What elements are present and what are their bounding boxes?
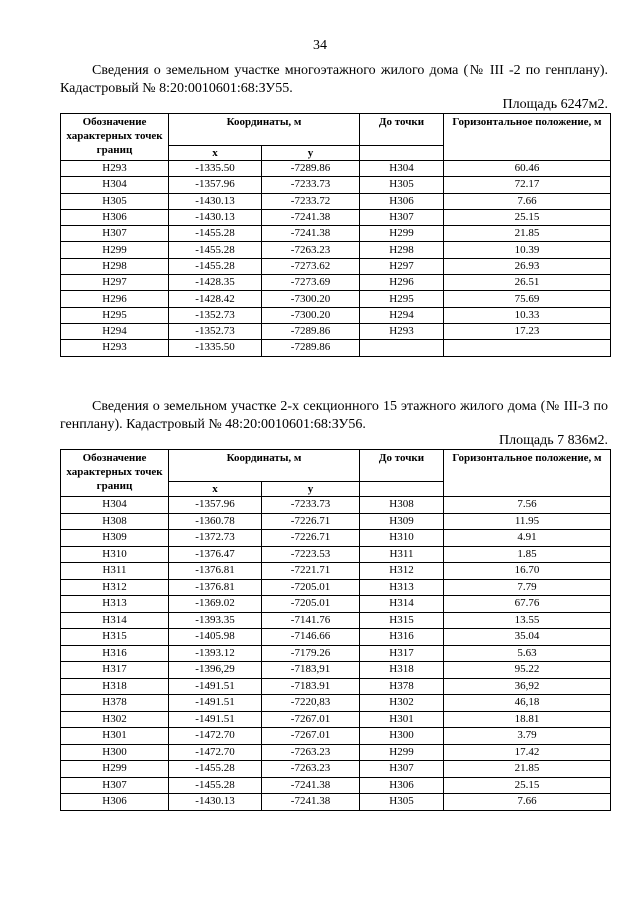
cell-to-point: Н305	[360, 177, 444, 193]
table-row	[61, 497, 611, 514]
cell-distance: 7.79	[444, 579, 611, 596]
cell-coord-y: -7179.26	[262, 645, 360, 662]
cell-coord-x: -1430.13	[169, 193, 262, 209]
cell-coord-y: -7267.01	[262, 711, 360, 728]
cell-to-point: Н304	[360, 161, 444, 177]
cell-coord-y: -7241.38	[262, 794, 360, 811]
cell-coord-y: -7300.20	[262, 307, 360, 323]
cell-coord-y: -7226.71	[262, 530, 360, 547]
cell-to-point: Н378	[360, 678, 444, 695]
cell-to-point: Н316	[360, 629, 444, 646]
cell-coord-x: -1455.28	[169, 777, 262, 794]
cell-distance: 21.85	[444, 761, 611, 778]
cell-point: Н317	[61, 662, 169, 679]
header-coordinates: Координаты, м	[169, 450, 360, 482]
cell-coord-y: -7141.76	[262, 612, 360, 629]
cell-distance: 25.15	[444, 209, 611, 225]
cell-coord-y: -7300.20	[262, 291, 360, 307]
table-row	[61, 226, 611, 242]
cell-to-point: Н306	[360, 193, 444, 209]
cell-to-point: Н311	[360, 546, 444, 563]
cell-coord-y: -7267.01	[262, 728, 360, 745]
cell-coord-y: -7221.71	[262, 563, 360, 580]
section2-area: Площадь 7 836м2.	[499, 433, 608, 448]
table-row	[61, 340, 611, 356]
cell-distance: 67.76	[444, 596, 611, 613]
cell-coord-x: -1357.96	[169, 497, 262, 514]
cell-point: Н310	[61, 546, 169, 563]
cell-to-point: Н308	[360, 497, 444, 514]
cell-point: Н305	[61, 193, 169, 209]
cell-coord-x: -1369.02	[169, 596, 262, 613]
cell-point: Н306	[61, 794, 169, 811]
cell-coord-x: -1428.42	[169, 291, 262, 307]
cell-coord-y: -7241.38	[262, 226, 360, 242]
cell-coord-x: -1455.28	[169, 761, 262, 778]
cell-point: Н318	[61, 678, 169, 695]
cell-point: Н304	[61, 177, 169, 193]
header-x: х	[169, 482, 262, 497]
cell-point: Н300	[61, 744, 169, 761]
cell-distance: 36,92	[444, 678, 611, 695]
cell-point: Н313	[61, 596, 169, 613]
cell-coord-y: -7273.69	[262, 275, 360, 291]
cell-to-point: Н301	[360, 711, 444, 728]
cell-distance: 95.22	[444, 662, 611, 679]
table-row	[61, 695, 611, 712]
cell-distance: 13.55	[444, 612, 611, 629]
cell-coord-y: -7223.53	[262, 546, 360, 563]
cell-coord-y: -7241.38	[262, 209, 360, 225]
section1-description: Сведения о земельном участке многоэтажного жилого дома (№ III -2 по генплану). Кадастровый № 8:20:0010601:68:ЗУ55.	[60, 63, 608, 96]
cell-distance: 1.85	[444, 546, 611, 563]
table-row	[61, 662, 611, 679]
table-row	[61, 177, 611, 193]
cell-distance: 10.33	[444, 307, 611, 323]
cell-coord-x: -1472.70	[169, 744, 262, 761]
cell-to-point: Н312	[360, 563, 444, 580]
table-row	[61, 307, 611, 323]
cell-coord-x: -1393.35	[169, 612, 262, 629]
cell-distance: 17.23	[444, 323, 611, 339]
table-row	[61, 761, 611, 778]
cell-point: Н306	[61, 209, 169, 225]
header-coordinates: Координаты, м	[169, 114, 360, 146]
cell-to-point: Н317	[360, 645, 444, 662]
header-designation: Обозначение характерных точек границ	[61, 114, 169, 161]
header-horizontal: Горизонтальное положение, м	[444, 114, 611, 161]
header-to-point: До точки	[360, 450, 444, 482]
cell-distance: 7.66	[444, 794, 611, 811]
section2-coordinates-table	[60, 449, 611, 811]
table-row	[61, 678, 611, 695]
cell-distance: 11.95	[444, 513, 611, 530]
cell-to-point: Н313	[360, 579, 444, 596]
cell-distance: 17.42	[444, 744, 611, 761]
cell-coord-y: -7205.01	[262, 596, 360, 613]
cell-coord-x: -1357.96	[169, 177, 262, 193]
cell-coord-x: -1405.98	[169, 629, 262, 646]
cell-point: Н312	[61, 579, 169, 596]
table-row	[61, 711, 611, 728]
cell-distance: 26.51	[444, 275, 611, 291]
table-row	[61, 291, 611, 307]
cell-point: Н315	[61, 629, 169, 646]
cell-distance: 75.69	[444, 291, 611, 307]
cell-coord-x: -1376.47	[169, 546, 262, 563]
cell-point: Н309	[61, 530, 169, 547]
cell-coord-x: -1455.28	[169, 226, 262, 242]
table-row	[61, 777, 611, 794]
page-number: 34	[313, 38, 327, 53]
section2-description: Сведения о земельном участке 2-х секционного 15 этажного жилого дома (№ III-3 по генплану). Кадастровый № 48:20:0010601:68:ЗУ56.	[60, 399, 608, 432]
cell-to-point: Н315	[360, 612, 444, 629]
cell-point: Н301	[61, 728, 169, 745]
cell-coord-y: -7233.73	[262, 497, 360, 514]
table-row	[61, 579, 611, 596]
cell-point: Н299	[61, 242, 169, 258]
cell-coord-x: -1376.81	[169, 579, 262, 596]
cell-coord-y: -7263.23	[262, 744, 360, 761]
cell-coord-x: -1396,29	[169, 662, 262, 679]
header-to-point-blank	[360, 482, 444, 497]
cell-point: Н304	[61, 497, 169, 514]
table-row	[61, 242, 611, 258]
cell-coord-x: -1335.50	[169, 161, 262, 177]
cell-point: Н307	[61, 777, 169, 794]
cell-distance: 18.81	[444, 711, 611, 728]
cell-coord-y: -7263.23	[262, 242, 360, 258]
cell-coord-x: -1360.78	[169, 513, 262, 530]
cell-to-point: Н294	[360, 307, 444, 323]
table-row	[61, 546, 611, 563]
cell-distance: 72.17	[444, 177, 611, 193]
cell-point: Н293	[61, 161, 169, 177]
cell-coord-x: -1455.28	[169, 242, 262, 258]
header-y: у	[262, 146, 360, 161]
cell-coord-y: -7233.73	[262, 177, 360, 193]
cell-to-point: Н295	[360, 291, 444, 307]
table-row	[61, 323, 611, 339]
cell-to-point: Н314	[360, 596, 444, 613]
cell-point: Н378	[61, 695, 169, 712]
cell-coord-y: -7183,91	[262, 662, 360, 679]
cell-to-point: Н310	[360, 530, 444, 547]
section1-table-body	[61, 161, 611, 357]
table-row	[61, 596, 611, 613]
header-x: х	[169, 146, 262, 161]
cell-point: Н294	[61, 323, 169, 339]
table-row	[61, 612, 611, 629]
cell-distance: 7.66	[444, 193, 611, 209]
cell-point: Н302	[61, 711, 169, 728]
table-row	[61, 629, 611, 646]
cell-to-point: Н305	[360, 794, 444, 811]
cell-to-point: Н318	[360, 662, 444, 679]
cell-point: Н293	[61, 340, 169, 356]
cell-point: Н296	[61, 291, 169, 307]
table-row	[61, 275, 611, 291]
cell-coord-x: -1376.81	[169, 563, 262, 580]
cell-to-point: Н300	[360, 728, 444, 745]
cell-point: Н308	[61, 513, 169, 530]
header-horizontal: Горизонтальное положение, м	[444, 450, 611, 497]
cell-coord-x: -1430.13	[169, 209, 262, 225]
cell-coord-y: -7289.86	[262, 161, 360, 177]
cell-to-point: Н293	[360, 323, 444, 339]
cell-distance: 16.70	[444, 563, 611, 580]
cell-coord-y: -7233.72	[262, 193, 360, 209]
cell-coord-y: -7146.66	[262, 629, 360, 646]
cell-to-point: Н302	[360, 695, 444, 712]
section1-coordinates-table	[60, 113, 611, 357]
cell-distance: 21.85	[444, 226, 611, 242]
cell-to-point: Н296	[360, 275, 444, 291]
cell-distance: 26.93	[444, 258, 611, 274]
cell-point: Н295	[61, 307, 169, 323]
header-designation: Обозначение характерных точек границ	[61, 450, 169, 497]
table-row	[61, 209, 611, 225]
cell-point: Н311	[61, 563, 169, 580]
cell-distance: 4.91	[444, 530, 611, 547]
cell-coord-x: -1428.35	[169, 275, 262, 291]
cell-point: Н299	[61, 761, 169, 778]
cell-coord-y: -7205.01	[262, 579, 360, 596]
cell-distance: 3.79	[444, 728, 611, 745]
cell-coord-x: -1352.73	[169, 307, 262, 323]
cell-coord-y: -7226.71	[262, 513, 360, 530]
cell-coord-y: -7183.91	[262, 678, 360, 695]
cell-coord-x: -1491.51	[169, 695, 262, 712]
header-to-point-blank	[360, 146, 444, 161]
cell-point: Н316	[61, 645, 169, 662]
cell-coord-x: -1372.73	[169, 530, 262, 547]
cell-distance: 46,18	[444, 695, 611, 712]
table-row	[61, 258, 611, 274]
cell-coord-x: -1352.73	[169, 323, 262, 339]
cell-point: Н307	[61, 226, 169, 242]
cell-distance: 5.63	[444, 645, 611, 662]
header-y: у	[262, 482, 360, 497]
cell-to-point: Н297	[360, 258, 444, 274]
cell-coord-x: -1393.12	[169, 645, 262, 662]
table-row	[61, 794, 611, 811]
cell-to-point: Н299	[360, 226, 444, 242]
cell-coord-x: -1455.28	[169, 258, 262, 274]
cell-to-point: Н306	[360, 777, 444, 794]
table-row	[61, 161, 611, 177]
header-to-point: До точки	[360, 114, 444, 146]
cell-point: Н314	[61, 612, 169, 629]
cell-point: Н298	[61, 258, 169, 274]
cell-distance: 35.04	[444, 629, 611, 646]
cell-coord-x: -1335.50	[169, 340, 262, 356]
cell-to-point: Н298	[360, 242, 444, 258]
cell-distance: 60.46	[444, 161, 611, 177]
cell-coord-x: -1430.13	[169, 794, 262, 811]
cell-distance: 10.39	[444, 242, 611, 258]
cell-coord-y: -7220,83	[262, 695, 360, 712]
table-row	[61, 530, 611, 547]
cell-coord-x: -1491.51	[169, 678, 262, 695]
table-row	[61, 193, 611, 209]
table-row	[61, 563, 611, 580]
cell-distance: 7.56	[444, 497, 611, 514]
cell-coord-y: -7273.62	[262, 258, 360, 274]
cell-distance	[444, 340, 611, 356]
cell-coord-x: -1472.70	[169, 728, 262, 745]
section1-area: Площадь 6247м2.	[502, 97, 608, 112]
cell-to-point: Н309	[360, 513, 444, 530]
cell-coord-x: -1491.51	[169, 711, 262, 728]
cell-coord-y: -7241.38	[262, 777, 360, 794]
section2-table-body	[61, 497, 611, 811]
cell-to-point: Н299	[360, 744, 444, 761]
cell-coord-y: -7289.86	[262, 340, 360, 356]
table-row	[61, 513, 611, 530]
cell-to-point	[360, 340, 444, 356]
cell-coord-y: -7263.23	[262, 761, 360, 778]
cell-distance: 25.15	[444, 777, 611, 794]
table-row	[61, 728, 611, 745]
cell-point: Н297	[61, 275, 169, 291]
table-row	[61, 744, 611, 761]
cell-to-point: Н307	[360, 761, 444, 778]
table-row	[61, 645, 611, 662]
cell-to-point: Н307	[360, 209, 444, 225]
cell-coord-y: -7289.86	[262, 323, 360, 339]
